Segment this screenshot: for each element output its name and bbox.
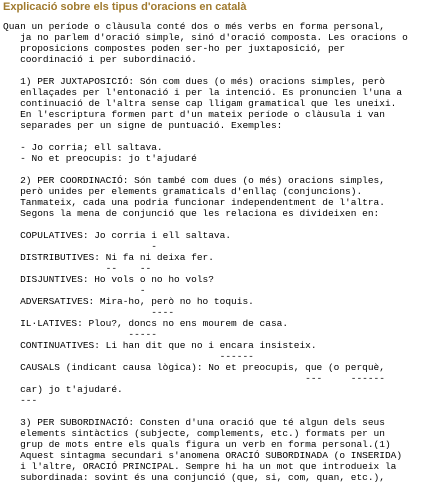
text-line: DISTRIBUTIVES: Ni fa ni deixa fer. (3, 252, 214, 263)
text-line: 2) PER COORDINACIÓ: Són també com dues (o més) oracions simples, (3, 175, 385, 186)
text-line: Segons la mena de conjunció que les relaciona es divideixen en: (3, 208, 380, 219)
text-line: però unides per elements gramaticals d'enllaç (conjuncions). (3, 186, 363, 197)
text-line: separades per un signe de puntuació. Exemples: (3, 120, 283, 131)
text-line (3, 131, 408, 142)
text-line: enllaçades per l'entonació i per la intenció. Es pronuncien l'una a (3, 87, 403, 98)
text-line: -- -- (3, 263, 152, 274)
document-body (3, 21, 408, 483)
text-line: 3) PER SUBORDINACIÓ: Consten d'una oració que té algun dels seus (3, 417, 385, 428)
text-line: Tanmateix, cada una podria funcionar independentment de l'altra. (3, 197, 385, 208)
text-line: subordinada: sovint és una conjunció (que, si, com, quan, etc.), (3, 472, 385, 483)
text-line: ADVERSATIVES: Mira-ho, però no ho toquis. (3, 296, 254, 307)
text-line: CAUSALS (indicant causa lògica): No et preocupis, que (o perquè, (3, 362, 385, 373)
text-line: i l'altre, ORACIÓ PRINCIPAL. Sempre hi ha un mot que introdueix la (3, 461, 397, 472)
text-line: ----- (3, 329, 157, 340)
text-line: car) jo t'ajudaré. (3, 384, 123, 395)
text-line: - No et preocupis: jo t'ajudaré (3, 153, 197, 164)
text-line: elements sintàctics (subjecte, complements, etc.) formats per un (3, 428, 385, 439)
text-line: --- ------ (3, 373, 385, 384)
text-line (3, 164, 408, 175)
text-line: ---- (3, 307, 175, 318)
text-line: - (3, 285, 146, 296)
text-line: En l'escriptura formen part d'un mateix període o clàusula i van (3, 109, 385, 120)
text-line: CONTINUATIVES: Li han dit que no i encara insisteix. (3, 340, 317, 351)
text-line: DISJUNTIVES: Ho vols o no ho vols? (3, 274, 214, 285)
text-line (3, 406, 408, 417)
text-line: Aquest sintagma secundari s'anomena ORACIÓ SUBORDINADA (o INSERIDA) (3, 450, 403, 461)
text-line (3, 219, 408, 230)
text-line: 1) PER JUXTAPOSICIÓ: Són com dues (o més) oracions simples, però (3, 76, 385, 87)
text-line: coordinació i per subordinació. (3, 54, 197, 65)
text-line (3, 65, 408, 76)
text-line: continuació de l'altra sense cap lligam gramatical que les uneixi. (3, 98, 397, 109)
text-line: IL·LATIVES: Plou?, doncs no ens mourem de casa. (3, 318, 289, 329)
text-line: - (3, 241, 157, 252)
page-title: Explicació sobre els tipus d'oracions en català (3, 1, 247, 13)
text-line: ------ (3, 351, 254, 362)
text-line: ja no parlem d'oració simple, sinó d'oració composta. Les oracions o (3, 32, 408, 43)
text-line: COPULATIVES: Jo corria i ell saltava. (3, 230, 232, 241)
text-line: proposicions compostes poden ser-ho per juxtaposició, per (3, 43, 346, 54)
text-line: --- (3, 395, 38, 406)
text-line: - Jo corria; ell saltava. (3, 142, 163, 153)
text-line: grup de mots entre els quals figura un verb en forma personal.(1) (3, 439, 391, 450)
text-line: Quan un període o clàusula conté dos o més verbs en forma personal, (3, 21, 385, 32)
